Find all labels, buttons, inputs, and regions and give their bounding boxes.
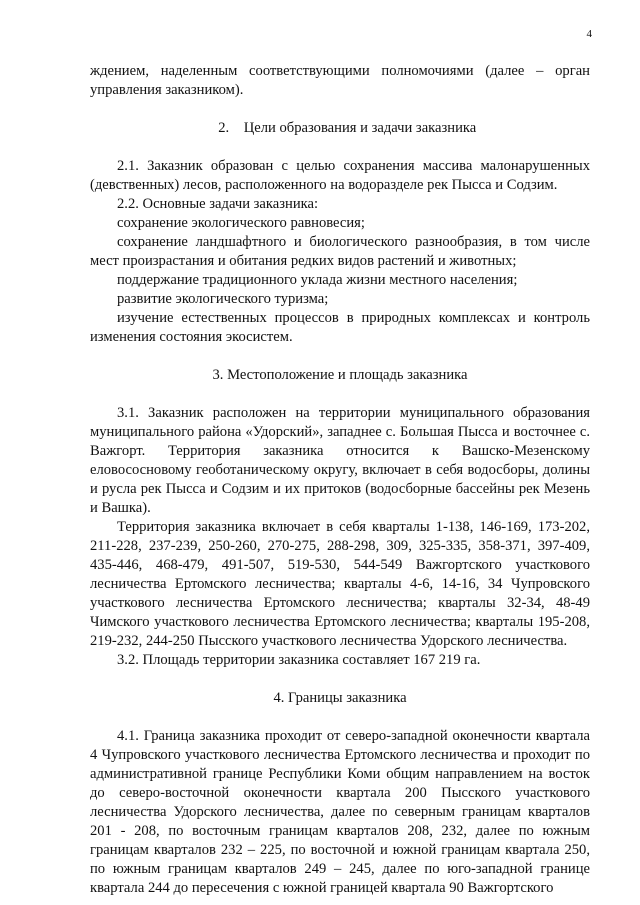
section-3-paragraph-2: Территория заказника включает в себя кварталы 1-138, 146-169, 173-202, 211-228, 237-239, 250-260, 270-275, 288-298, 309, 325-335, 358-371, 397-409, 435-446, 468-479, 491-507, 519-530, 544-549 Важгортского участкового лесничества Ертомского лесничества; кварталы 4-6, 14-16, 34 Чупровского участкового лесничества Ертомского лесничества; кварталы 32-34, 48-49 Чимского участкового лесничества Ертомского лесничества; кварталы 195-208, 219-232, 244-250 Пысского участкового лесничества Удорского лесничества. (90, 519, 590, 649)
task-item: развитие экологического туризма; (117, 291, 329, 307)
section-2-number: 2. (218, 120, 230, 136)
section-2-paragraph-2: 2.2. Основные задачи заказника: (117, 196, 319, 212)
task-item: сохранение ландшафтного и биологического разнообразия, в том числе мест произрастания и обитания редких видов растений и животных; (90, 234, 590, 269)
intro-paragraph: ждением, наделенным соответствующими полномочиями (далее – орган управления заказником). (90, 63, 590, 98)
section-2-heading (90, 119, 590, 138)
section-4-heading: 4. Границы заказника (273, 690, 407, 706)
task-item: сохранение экологического равновесия; (117, 215, 365, 231)
section-3-paragraph-1: 3.1. Заказник расположен на территории муниципального образования муниципального района «Удорский», западнее с. Большая Пысса и восточнее с. Важгорт. Территория заказника относится к Вашско-Мезенскому еловососновому геоботаническому округу, включает в себя водосборы, долины и русла рек Пысса и Содзим и их притоков (водосборные бассейны рек Мезень и Вашка). (90, 405, 590, 516)
section-2-paragraph-1: 2.1. Заказник образован с целью сохранения массива малонарушенных (девственных) лесов, расположенного на водоразделе рек Пысса и Содзим. (90, 158, 590, 193)
section-3-heading: 3. Местоположение и площадь заказника (212, 367, 468, 383)
section-2-title: Цели образования и задачи заказника (243, 120, 477, 136)
document-body (90, 62, 590, 898)
page-number: 4 (586, 28, 592, 40)
task-item: изучение естественных процессов в природных комплексах и контроль изменения состояния экосистем. (90, 310, 590, 345)
section-4-paragraph-1: 4.1. Граница заказника проходит от северо-западной оконечности квартала 4 Чупровского участкового лесничества Ертомского лесничества и проходит по административной границе Республики Коми общим направлением на восток до северо-восточной оконечности квартала 200 Пысского участкового лесничества Удорского лесничества, далее по северным границам кварталов 201 - 208, по восточным границам кварталов 208, 232, далее по южным границам кварталов 232 – 225, по восточной и южной границам квартала 250, по южным границам кварталов 249 – 245, далее по юго-западной границе квартала 244 до пересечения с южной границей квартала 90 Важгортского (90, 728, 590, 896)
task-item: поддержание традиционного уклада жизни местного населения; (117, 272, 518, 288)
section-3-paragraph-3: 3.2. Площадь территории заказника составляет 167 219 га. (117, 652, 481, 668)
